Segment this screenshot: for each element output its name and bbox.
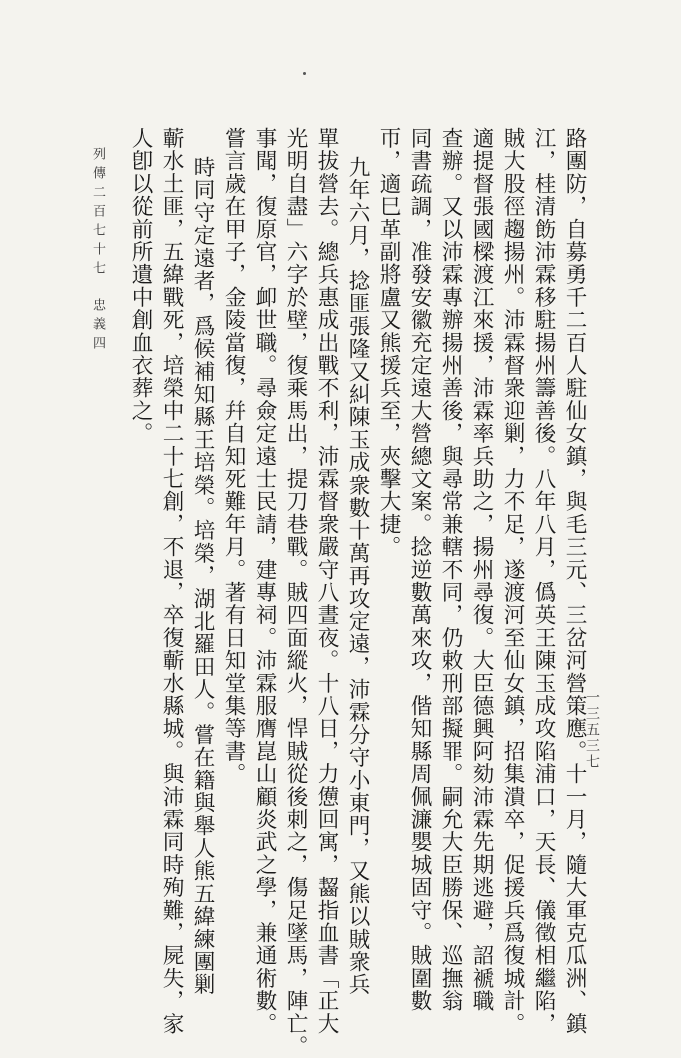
text-column-5: 查辦。又以沛霖專辦揚州善後，與尋常兼轄不同，仍敕刑部擬罪。嗣允大臣勝保、巡撫翁 <box>438 127 463 1013</box>
text-column-7: 帀，適巳革副將盧又熊援兵至，夾擊大捷。 <box>376 127 401 559</box>
margin-section: 忠義四 <box>90 298 105 355</box>
text-column-4: 適提督張國樑渡江來援，沛霖率兵助之，揚州尋復。大臣德興阿劾沛霖先期逃避，詔褫職 <box>469 127 494 1013</box>
margin-chapter: 列傳二百七十七 <box>90 147 105 280</box>
text-column-2: 江，桂清飭沛霖移駐揚州籌善後。八年八月，僞英王陳玉成攻陷浦口，天長、儀徵相繼陷， <box>531 127 556 1035</box>
text-column-11: 事聞，復原官，卹世職。尋僉定遠士民請，建專祠。沛霖服膺崑山顧炎武之學，兼通術數。 <box>252 127 277 1035</box>
text-column-15: 人卽以從前所遺中創血衣葬之。 <box>128 127 153 445</box>
text-column-6: 同書疏調，准發安徽充定遠大營總文案。捻逆數萬來攻，偕知縣周佩濂嬰城固守。賊圍數 <box>407 127 432 1013</box>
text-column-1: 路團防，自募勇千二百人駐仙女鎮，與毛三元、三岔河營策應。十一月，隨大軍克瓜洲、鎮 <box>562 127 587 1035</box>
ink-speck <box>303 72 306 75</box>
text-column-10: 光明自盡」六字於壁，復乘馬出，提刀巷戰。賊四面縱火，悍賊從後刺之，傷足墜馬，陣亡。 <box>283 127 308 1058</box>
text-column-13: 時同守定遠者，爲候補知縣王培榮。培榮，湖北羅田人。嘗在籍與舉人熊五緯練團剿 <box>190 156 215 996</box>
text-column-12: 嘗言歲在甲子，金陵當復，幷自知死難年月。著有日知堂集等書。 <box>221 127 246 786</box>
text-column-9: 單拔營去。總兵惠成出戰不利，沛霖督衆嚴守八晝夜。十八日，力憊回寓，齧指血書「正大 <box>314 127 339 1035</box>
text-column-3: 賊大股徑趨揚州。沛霖督衆迎剿，力不足，遂渡河至仙女鎮，招集潰卒，促援兵爲復城計。 <box>500 127 525 1035</box>
margin-page-number: 一三五三七 <box>584 690 600 770</box>
text-column-8: 九年六月，捻匪張隆又糾陳玉成衆數十萬再攻定遠，沛霖分守小東門，又熊以賊衆兵 <box>345 156 370 996</box>
text-column-14: 蘄水土匪，五緯戰死，培榮中二十七創，不退，卒復蘄水縣城。與沛霖同時殉難，屍失，家 <box>159 127 184 1035</box>
